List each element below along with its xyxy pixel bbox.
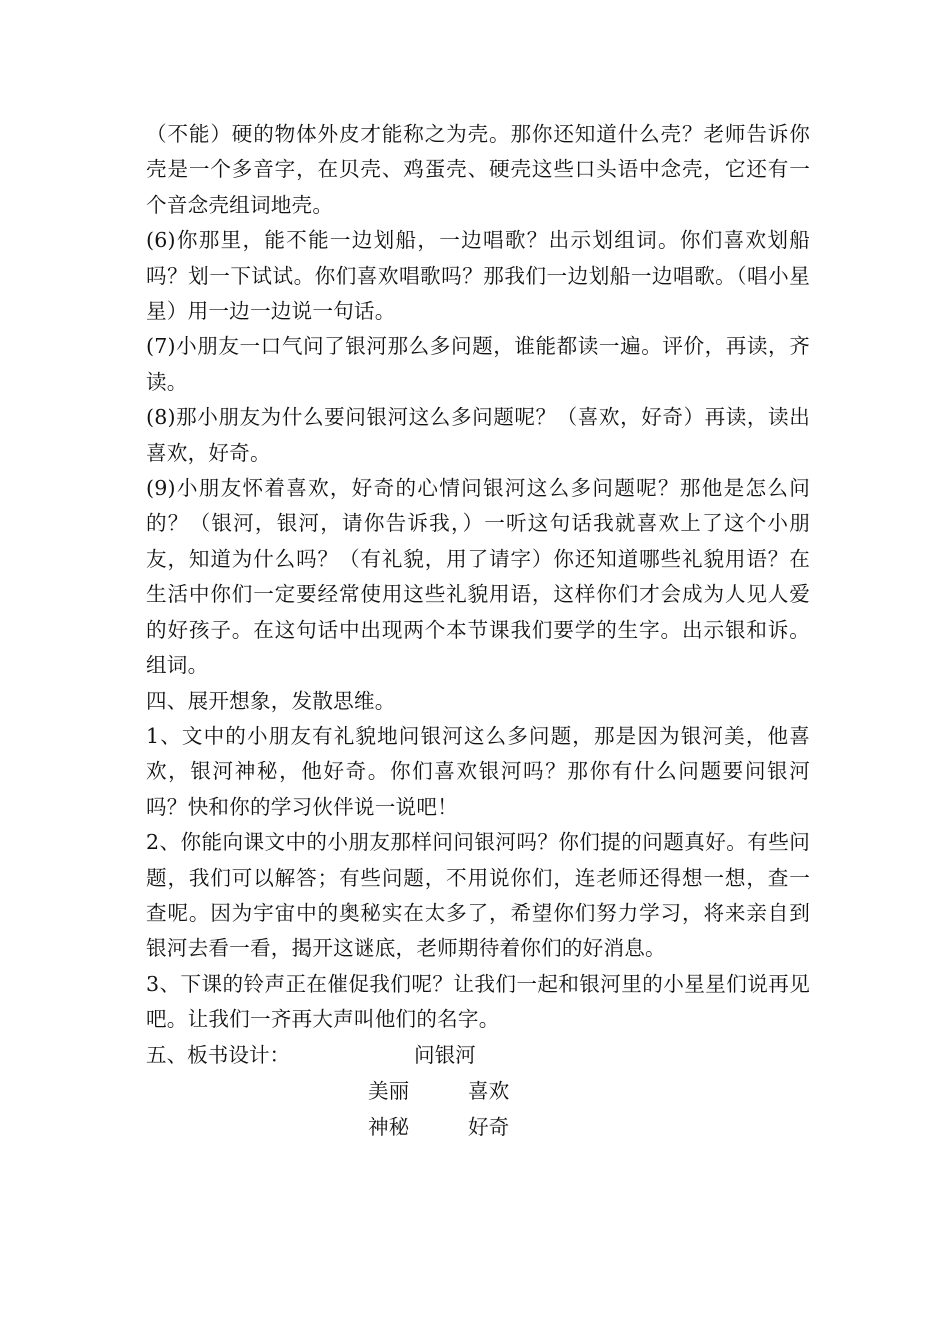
paragraph-item-8: (8)那小朋友为什么要问银河这么多问题呢？（喜欢，好奇）再读，读出喜欢，好奇。 [146, 405, 810, 465]
paragraph-item-7: (7)小朋友一口气问了银河那么多问题，谁能都读一遍。评价，再读，齐读。 [146, 334, 810, 394]
blackboard-design [146, 1038, 810, 1148]
board-title: 问银河 [414, 1042, 476, 1067]
paragraph-shell: （不能）硬的物体外皮才能称之为壳。那你还知道什么壳？老师告诉你壳是一个多音字，在贝壳、鸡蛋壳、硬壳这些口头语中念壳，它还有一个音念壳组词地壳。 [146, 122, 810, 217]
paragraph-item-6: (6)你那里，能不能一边划船，一边唱歌？出示划组词。你们喜欢划船吗？划一下试试。你们喜欢唱歌吗？那我们一边划船一边唱歌。（唱小星星）用一边一边说一句话。 [146, 228, 810, 324]
paragraph-item-9: (9)小朋友怀着喜欢，好奇的心情问银河这么多问题呢？那他是怎么问的？（银河，银河，请你告诉我，）一听这句话我就喜欢上了这个小朋友，知道为什么吗？（有礼貌，用了请字）你还知道哪些礼貌用语？在生活中你们一定要经常使用这些礼貌用语，这样你们才会成为人见人爱的好孩子。在这句话中出现两个本节课我们要学的生字。出示银和诉。组词。 [146, 476, 810, 678]
board-word-like: 喜欢 [468, 1078, 510, 1103]
document-body [146, 117, 810, 1148]
board-word-mysterious: 神秘 [368, 1114, 410, 1139]
paragraph-point-3: 3、下课的铃声正在催促我们呢？让我们一起和银河里的小星星们说再见吧。让我们一齐再大声叫他们的名字。 [146, 971, 810, 1032]
section-heading-imagination: 四、展开想象，发散思维。 [146, 688, 396, 713]
board-word-beautiful: 美丽 [368, 1078, 410, 1103]
board-label: 五、板书设计： [146, 1042, 291, 1067]
paragraph-point-2: 2、你能向课文中的小朋友那样问问银河吗？你们提的问题真好。有些问题，我们可以解答；有些问题，不用说你们，连老师还得想一想，查一查呢。因为宇宙中的奥秘实在太多了，希望你们努力学习，将来亲自到银河去看一看，揭开这谜底，老师期待着你们的好消息。 [146, 830, 810, 961]
board-word-curious: 好奇 [468, 1114, 510, 1139]
paragraph-point-1: 1、文中的小朋友有礼貌地问银河这么多问题，那是因为银河美，他喜欢，银河神秘，他好奇。你们喜欢银河吗？那你有什么问题要问银河吗？快和你的学习伙伴说一说吧！ [146, 723, 810, 819]
